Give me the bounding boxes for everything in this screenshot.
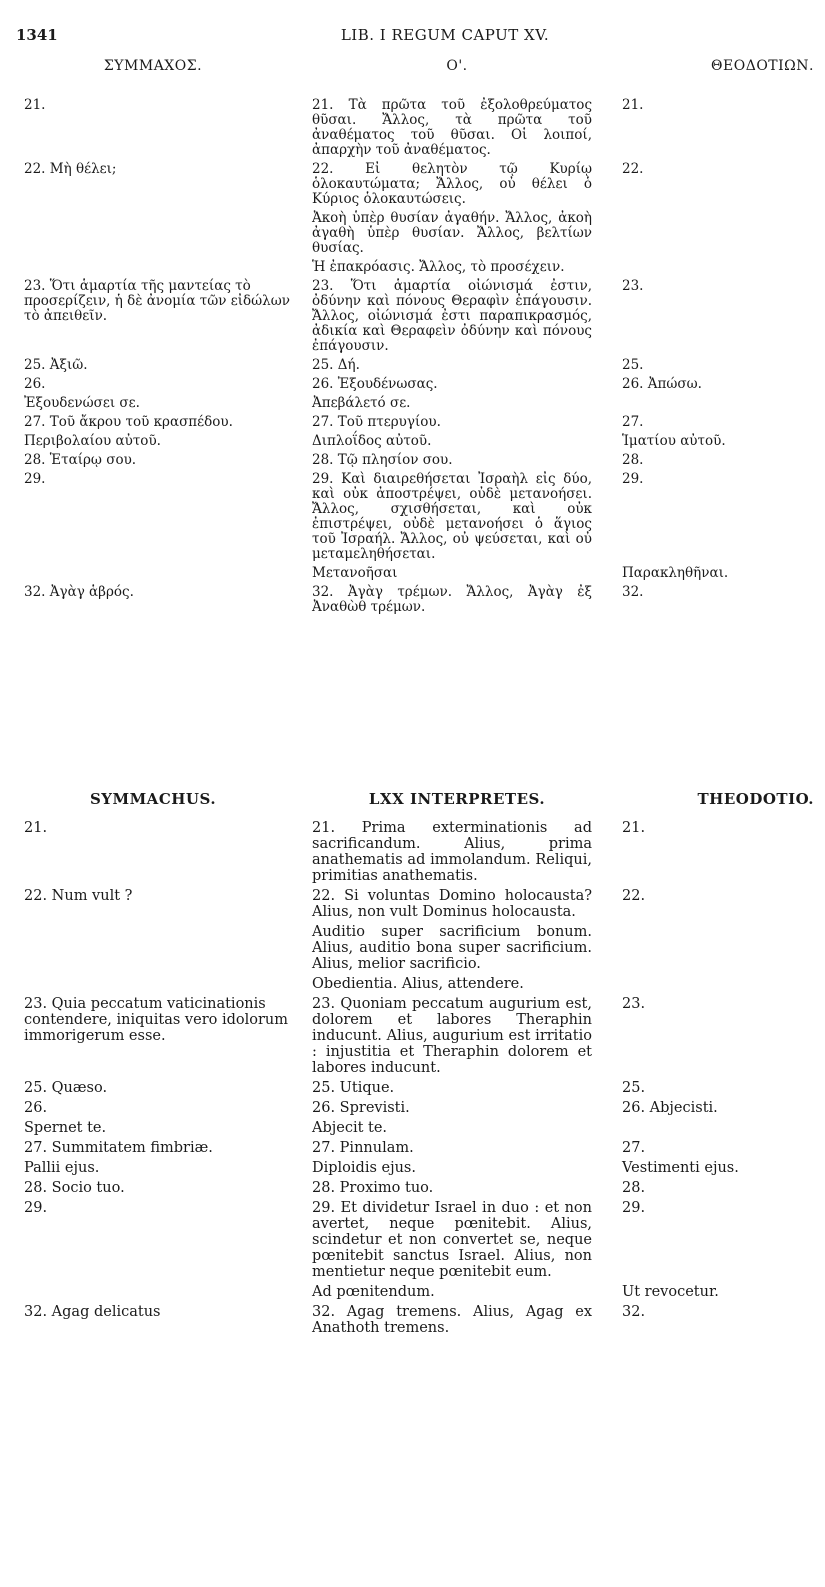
lxx-cell: Diploidis ejus. [312, 1160, 416, 1176]
running-title: LIB. I REGUM CAPUT XV. [340, 26, 550, 44]
verse-row [0, 1140, 825, 1156]
lxx-cell: 28. Τῷ πλησίον σου. [312, 452, 453, 468]
theodotion-cell: 32. [622, 1304, 646, 1320]
verse-row [0, 924, 825, 972]
heading-lxx-latin: LXX INTERPRETES. [368, 790, 546, 808]
verse-row [0, 453, 825, 468]
lxx-cell: 21. Τὰ πρῶτα τοῦ ἐξολοθρεύματος θῦσαι. Ἄλλος, τὰ πρῶτα τοῦ ἀναθέματος τοῦ θῦσαι. Οἱ λοιποί, ἀπαρχὴν τοῦ ἀναθέματος. [312, 97, 592, 158]
theodotion-cell: Vestimenti ejus. [622, 1160, 739, 1176]
greek-column-headings [0, 58, 825, 78]
verse-row [0, 211, 825, 256]
symmachus-cell: Ἐξουδενώσει σε. [24, 395, 140, 411]
verse-row [0, 1100, 825, 1116]
theodotion-cell: Παρακληθῆναι. [622, 565, 729, 581]
symmachus-cell: 32. Ἀγὰγ ἁβρός. [24, 584, 134, 600]
heading-symmachus-greek: ΣΥΜΜΑΧΟΣ. [103, 58, 203, 74]
theodotion-cell: 29. [622, 1200, 646, 1216]
symmachus-cell: 22. Μὴ θέλει; [24, 161, 117, 177]
verse-row [0, 98, 825, 158]
verse-row [0, 358, 825, 373]
symmachus-cell: Περιβολαίου αὐτοῦ. [24, 433, 161, 449]
lxx-cell: Ἡ ἐπακρόασις. Ἄλλος, τὸ προσέχειν. [312, 259, 565, 275]
verse-row [0, 260, 825, 275]
latin-text-section [0, 820, 825, 1340]
symmachus-cell: 21. [24, 97, 46, 113]
page-number: 1341 [16, 26, 58, 44]
theodotion-cell: 32. [622, 584, 644, 600]
symmachus-cell: 29. [24, 1200, 48, 1216]
lxx-cell: 32. Ἀγὰγ τρέμων. Ἄλλος, Ἀγὰγ ἐξ Ἀναθὼθ τρέμων. [312, 584, 592, 615]
lxx-cell: 26. Ἐξουδένωσας. [312, 376, 438, 392]
symmachus-cell: 32. Agag delicatus [24, 1304, 161, 1320]
verse-row [0, 820, 825, 884]
lxx-cell: 26. Sprevisti. [312, 1100, 410, 1116]
lxx-cell: Abjecit te. [312, 1120, 388, 1136]
lxx-cell: 32. Agag tremens. Alius, Agag ex Anathoth tremens. [312, 1304, 592, 1336]
lxx-cell: 25. Δή. [312, 357, 360, 373]
symmachus-cell: 27. Τοῦ ἄκρου τοῦ κρασπέδου. [24, 414, 233, 430]
symmachus-cell: 27. Summitatem fimbriæ. [24, 1140, 213, 1156]
symmachus-cell: 23. Ὅτι ἁμαρτία τῆς μαντείας τὸ προσερίζειν, ἡ δὲ ἀνομία τῶν εἰδώλων τὸ ἀπειθεῖν. [24, 278, 290, 324]
heading-symmachus-latin: SYMMACHUS. [89, 790, 217, 808]
verse-row [0, 1284, 825, 1300]
lxx-cell: 22. Εἰ θελητὸν τῷ Κυρίῳ ὁλοκαυτώματα; Ἄλλος, οὐ θέλει ὁ Κύριος ὁλοκαυτώσεις. [312, 161, 592, 207]
theodotion-cell: Ut revocetur. [622, 1284, 719, 1300]
lxx-cell: 25. Utique. [312, 1080, 395, 1096]
lxx-cell: 23. Quoniam peccatum augurium est, dolorem et labores Theraphin inducunt. Alius, augurium est irritatio : injustitia et Theraphin dolorem et labores inducunt. [312, 996, 592, 1076]
theodotion-cell: 26. Ἀπώσω. [622, 376, 702, 392]
verse-row [0, 996, 825, 1076]
verse-row [0, 585, 825, 615]
theodotion-cell: 21. [622, 97, 644, 113]
symmachus-cell: 25. Ἀξιῶ. [24, 357, 88, 373]
verse-row [0, 976, 825, 992]
verse-row [0, 1080, 825, 1096]
symmachus-cell: 28. Ἑταίρῳ σου. [24, 452, 137, 468]
verse-row [0, 377, 825, 392]
symmachus-cell: 23. Quia peccatum vaticinationis contendere, iniquitas vero idolorum immorigerum esse. [24, 996, 289, 1044]
lxx-cell: Ἀκοὴ ὑπὲρ θυσίαν ἀγαθήν. Ἄλλος, ἀκοὴ ἀγαθὴ ὑπὲρ θυσίαν. Ἄλλος, βελτίων θυσίας. [312, 210, 592, 256]
verse-row [0, 396, 825, 411]
theodotion-cell: 29. [622, 471, 644, 487]
lxx-cell: 27. Pinnulam. [312, 1140, 414, 1156]
latin-column-headings [0, 790, 825, 810]
verse-row [0, 566, 825, 581]
lxx-cell: 28. Proximo tuo. [312, 1180, 434, 1196]
theodotion-cell: Ἱματίου αὐτοῦ. [622, 433, 726, 449]
heading-lxx-greek: Ο'. [446, 58, 468, 74]
theodotion-cell: 25. [622, 1080, 646, 1096]
lxx-cell: 21. Prima exterminationis ad sacrificandum. Alius, prima anathematis ad immolandum. Reliqui, primitias anathematis. [312, 820, 592, 884]
theodotion-cell: 21. [622, 820, 646, 836]
theodotion-cell: 27. [622, 414, 644, 430]
theodotion-cell: 23. [622, 278, 644, 294]
verse-row [0, 415, 825, 430]
theodotion-cell: 28. [622, 452, 644, 468]
verse-row [0, 1160, 825, 1176]
lxx-cell: 23. Ὅτι ἁμαρτία οἰώνισμά ἐστιν, ὀδύνην καὶ πόνους Θεραφὶν ἐπάγουσιν. Ἄλλος, οἰώνισμά ἐστι παραπικρασμός, ἀδικία καὶ Θεραφεὶν ὀδύνην καὶ πόνους ἐπάγουσιν. [312, 278, 592, 354]
verse-row [0, 1120, 825, 1136]
lxx-cell: Obedientia. Alius, attendere. [312, 976, 524, 992]
lxx-cell: 22. Si voluntas Domino holocausta? Alius, non vult Dominus holocausta. [312, 888, 592, 920]
theodotion-cell: 26. Abjecisti. [622, 1100, 718, 1116]
symmachus-cell: 22. Num vult ? [24, 888, 133, 904]
theodotion-cell: 25. [622, 357, 644, 373]
greek-text-section [0, 98, 825, 619]
lxx-cell: Ἀπεβάλετό σε. [312, 395, 411, 411]
symmachus-cell: Pallii ejus. [24, 1160, 100, 1176]
verse-row [0, 434, 825, 449]
lxx-cell: 27. Τοῦ πτερυγίου. [312, 414, 441, 430]
theodotion-cell: 27. [622, 1140, 646, 1156]
heading-theodotion-greek: ΘΕΟΔΟΤΙΩΝ. [711, 58, 814, 74]
theodotion-cell: 22. [622, 161, 644, 177]
symmachus-cell: 26. [24, 376, 46, 392]
symmachus-cell: 21. [24, 820, 48, 836]
symmachus-cell: Spernet te. [24, 1120, 107, 1136]
symmachus-cell: 29. [24, 471, 46, 487]
lxx-cell: 29. Et dividetur Israel in duo : et non avertet, neque pœnitebit. Alius, scindetur et non convertet se, neque pœnitebit sanctus Israel. Alius, non mentietur neque pœnitebit eum. [312, 1200, 592, 1280]
page-header [0, 26, 825, 46]
theodotion-cell: 23. [622, 996, 646, 1012]
verse-row [0, 1304, 825, 1336]
heading-theodotion-latin: THEODOTIO. [697, 790, 814, 808]
lxx-cell: Auditio super sacrificium bonum. Alius, auditio bona super sacrificium. Alius, melior sacrificio. [312, 924, 592, 972]
lxx-cell: Μετανοῆσαι [312, 565, 398, 581]
verse-row [0, 279, 825, 354]
theodotion-cell: 22. [622, 888, 646, 904]
lxx-cell: Διπλοΐδος αὐτοῦ. [312, 433, 432, 449]
verse-row [0, 888, 825, 920]
verse-row [0, 1200, 825, 1280]
theodotion-cell: 28. [622, 1180, 646, 1196]
lxx-cell: Ad pœnitendum. [312, 1284, 435, 1300]
symmachus-cell: 25. Quæso. [24, 1080, 108, 1096]
verse-row [0, 162, 825, 207]
symmachus-cell: 26. [24, 1100, 48, 1116]
verse-row [0, 1180, 825, 1196]
verse-row [0, 472, 825, 562]
symmachus-cell: 28. Socio tuo. [24, 1180, 125, 1196]
lxx-cell: 29. Καὶ διαιρεθήσεται Ἰσραὴλ εἰς δύο, καὶ οὐκ ἀποστρέψει, οὐδὲ μετανοήσει. Ἄλλος, σχισθήσεται, καὶ οὐκ ἐπιστρέψει, οὐδὲ μετανοήσει ὁ ἅγιος τοῦ Ἰσραήλ. Ἄλλος, οὐ ψεύσεται, καὶ οὐ μεταμεληθήσεται. [312, 471, 592, 562]
